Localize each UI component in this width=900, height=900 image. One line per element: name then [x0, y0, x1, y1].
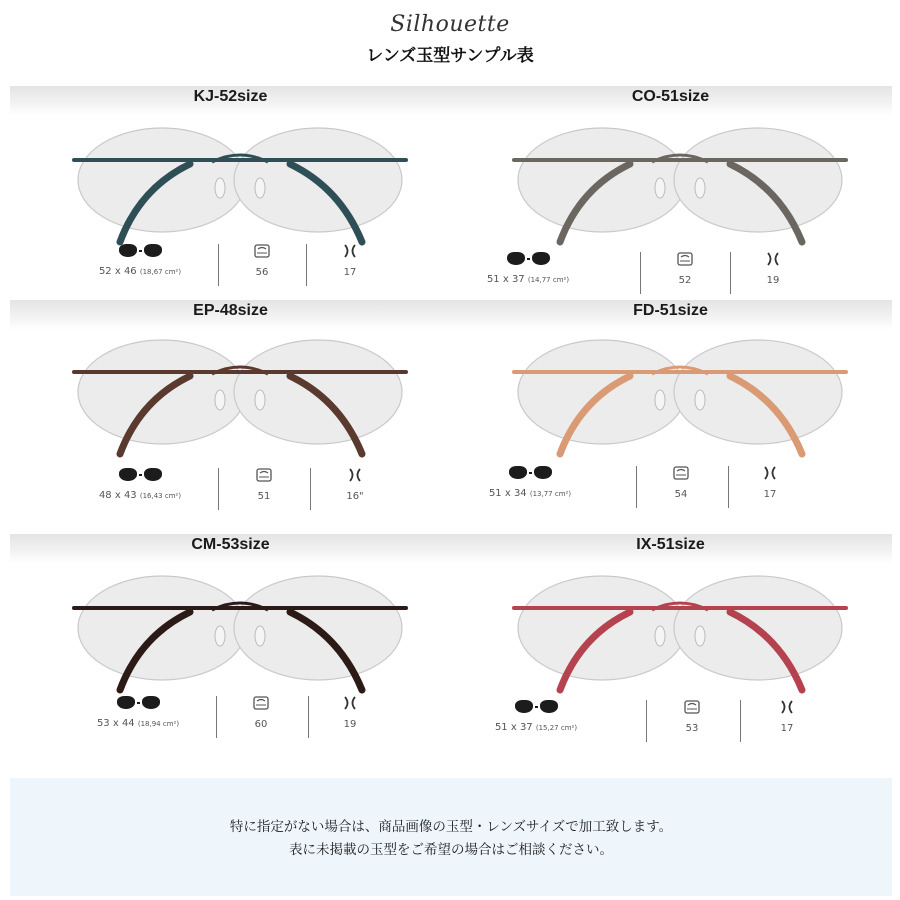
lens-area-value: (16,43 cm²) — [139, 492, 182, 500]
bridge-width-icon — [677, 252, 693, 266]
bridge-stat — [672, 700, 712, 734]
glasses-image — [70, 330, 410, 470]
lens-size-value: 52 x 46 — [98, 266, 137, 277]
divider — [216, 696, 217, 738]
eyeglasses-illustration — [510, 118, 850, 258]
temple-length-icon — [766, 252, 780, 266]
divider — [218, 468, 219, 510]
temple-stat — [335, 468, 375, 502]
nose-pad — [655, 390, 665, 410]
eyeglasses-illustration — [510, 330, 850, 470]
bridge-value: 51 — [257, 491, 271, 502]
temple-length-icon — [343, 244, 357, 258]
divider — [728, 466, 729, 508]
nose-pad — [255, 626, 265, 646]
lens-area-value: (13,77 cm²) — [529, 490, 572, 498]
nose-pad — [215, 626, 225, 646]
nose-pad — [655, 626, 665, 646]
lens-size-icon — [119, 468, 162, 481]
nose-pad — [695, 626, 705, 646]
bridge-value: 60 — [254, 719, 268, 730]
bridge-value: 52 — [678, 275, 692, 286]
eyeglasses-illustration — [70, 566, 410, 706]
spec-row — [450, 700, 891, 750]
model-title: KJ-52size — [193, 88, 268, 105]
model-title: CO-51size — [631, 88, 710, 105]
nose-pad — [695, 390, 705, 410]
lens-size-icon — [515, 700, 558, 713]
spec-row — [450, 252, 891, 302]
temple-stat — [330, 244, 370, 278]
brand-header — [0, 12, 900, 66]
temple-stat — [330, 696, 370, 730]
page-subtitle: レンズ玉型サンプル表 — [366, 46, 534, 66]
glasses-image — [70, 118, 410, 258]
lens-area-value: (18,94 cm²) — [137, 720, 180, 728]
model-title: IX-51size — [636, 536, 705, 553]
bridge-width-icon — [673, 466, 689, 480]
eyeglasses-illustration — [510, 566, 850, 706]
eyeglasses-illustration — [70, 330, 410, 470]
temple-value: 16" — [346, 491, 364, 502]
bridge-stat — [241, 696, 281, 730]
lens-size-stat — [80, 468, 200, 501]
divider — [740, 700, 741, 742]
eyeglasses-illustration — [70, 118, 410, 258]
lens-size-value: 51 x 37 — [486, 274, 525, 285]
divider — [218, 244, 219, 286]
nose-pad — [695, 178, 705, 198]
temple-length-icon — [780, 700, 794, 714]
lens-size-icon — [117, 696, 160, 709]
bridge-stat — [665, 252, 705, 286]
nose-pad — [255, 390, 265, 410]
temple-length-icon — [343, 696, 357, 710]
temple-value: 17 — [763, 489, 777, 500]
spec-row — [450, 466, 891, 516]
temple-stat — [753, 252, 793, 286]
glasses-image — [510, 330, 850, 470]
note-line-1: 特に指定がない場合は、商品画像の玉型・レンズサイズで加工致します。 — [229, 819, 673, 835]
divider — [730, 252, 731, 294]
temple-value: 17 — [343, 267, 357, 278]
nose-pad — [655, 178, 665, 198]
info-note — [10, 778, 892, 896]
note-line-2: 表に未掲載の玉型をご希望の場合はご相談ください。 — [289, 842, 613, 858]
divider — [308, 696, 309, 738]
divider — [640, 252, 641, 294]
lens-size-icon — [507, 252, 550, 265]
model-title: FD-51size — [633, 302, 708, 319]
bridge-value: 56 — [255, 267, 269, 278]
lens-size-icon — [509, 466, 552, 479]
lens-size-icon — [119, 244, 162, 257]
lens-size-value: 53 x 44 — [96, 718, 135, 729]
divider — [636, 466, 637, 508]
nose-pad — [215, 178, 225, 198]
nose-pad — [215, 390, 225, 410]
lens-size-value: 51 x 37 — [494, 722, 533, 733]
divider — [310, 468, 311, 510]
glasses-image — [510, 566, 850, 706]
brand-logo: Silhouette — [390, 12, 510, 37]
lens-area-value: (14,77 cm²) — [527, 276, 570, 284]
lens-size-stat — [476, 700, 596, 733]
nose-pad — [255, 178, 265, 198]
temple-value: 19 — [766, 275, 780, 286]
bridge-value: 54 — [674, 489, 688, 500]
divider — [646, 700, 647, 742]
lens-area-value: (18,67 cm²) — [139, 268, 182, 276]
lens-size-stat — [80, 244, 200, 277]
temple-stat — [767, 700, 807, 734]
bridge-width-icon — [256, 468, 272, 482]
lens-size-value: 51 x 34 — [488, 488, 527, 499]
model-title: CM-53size — [191, 536, 270, 553]
glasses-image — [70, 566, 410, 706]
bridge-value: 53 — [685, 723, 699, 734]
lens-area-value: (15,27 cm²) — [535, 724, 578, 732]
lens-size-value: 48 x 43 — [98, 490, 137, 501]
spec-row — [10, 696, 451, 746]
spec-row — [10, 244, 451, 294]
temple-length-icon — [763, 466, 777, 480]
temple-value: 17 — [780, 723, 794, 734]
lens-size-stat — [470, 466, 590, 499]
bridge-stat — [242, 244, 282, 278]
bridge-width-icon — [253, 696, 269, 710]
bridge-width-icon — [254, 244, 270, 258]
divider — [306, 244, 307, 286]
spec-row — [10, 468, 451, 518]
model-title: EP-48size — [193, 302, 268, 319]
lens-size-stat — [468, 252, 588, 285]
bridge-stat — [244, 468, 284, 502]
temple-value: 19 — [343, 719, 357, 730]
bridge-width-icon — [684, 700, 700, 714]
glasses-image — [510, 118, 850, 258]
bridge-stat — [661, 466, 701, 500]
temple-length-icon — [348, 468, 362, 482]
lens-size-stat — [78, 696, 198, 729]
temple-stat — [750, 466, 790, 500]
